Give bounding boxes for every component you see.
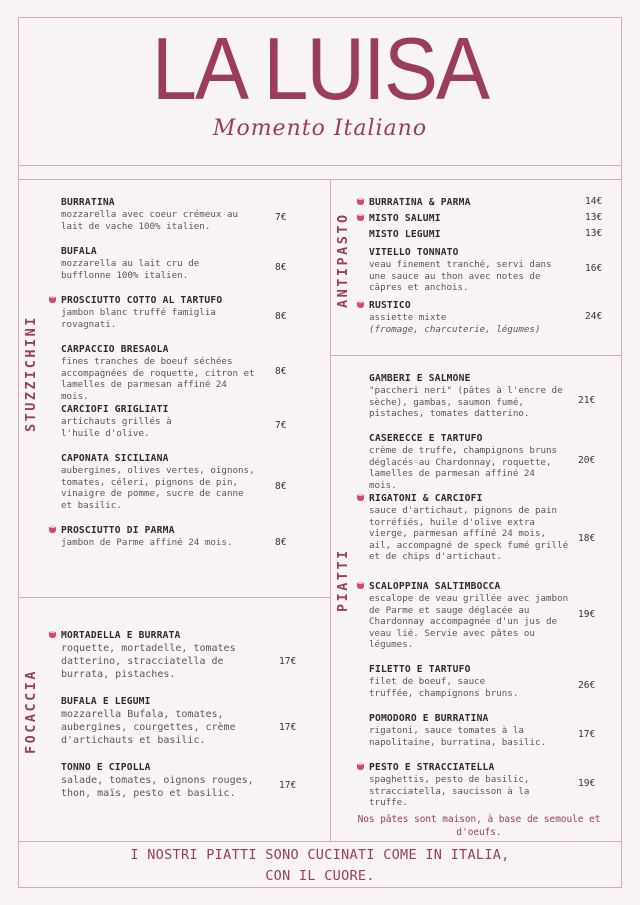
item-price: 17€ [279,780,297,791]
item-name: GAMBERI E SALMONE [369,373,471,384]
item-price: 19€ [578,778,596,789]
item-description: fines tranches de boeuf séchées accompagnées de roquette, citron et lamelles de parmesan affiné 24 mois. [61,356,255,402]
featured-marker-icon [357,495,364,501]
item-name: CASERECCE E TARTUFO [369,433,483,444]
menu-item [61,343,311,402]
footer-line-1: I NOSTRI PIATTI SONO CUCINATI COME IN ITALIA, [130,847,510,863]
item-price: 13€ [585,228,603,239]
menu-item [61,294,311,330]
menu-header [19,18,621,166]
menu-item [61,196,311,232]
menu-item [61,403,311,439]
menu-item [369,432,619,491]
item-price: 8€ [275,311,287,322]
menu-item [61,695,311,747]
item-name: VITELLO TONNATO [369,247,459,258]
featured-marker-icon [357,215,364,221]
left-section-divider [19,597,331,598]
item-name: MISTO SALUMI [369,213,441,224]
item-price: 8€ [275,537,287,548]
item-name: RUSTICO [369,300,411,311]
item-description: mozzarella Bufala, tomates, aubergines, courgettes, crème d'artichauts et basilic. [61,709,236,746]
item-price: 17€ [578,729,596,740]
featured-marker-icon [357,583,364,589]
item-description: sauce d'artichaut, pignons de pain torréfiés, huile d'olive extra vierge, parmesan affiné 24 mois, ail, accompagné de speck fumé grillé et de chips d'artichaut. [369,505,569,562]
item-description: mozzarella au lait cru de bufflonne 100% italien. [61,258,200,281]
item-price: 20€ [578,455,596,466]
section-label-antipasto: ANTIPASTO [335,212,351,308]
item-price: 14€ [585,196,603,207]
item-name: SCALOPPINA SALTIMBOCCA [369,581,501,592]
restaurant-title: LA LUISA [151,19,489,118]
featured-marker-icon [49,297,56,303]
item-name: FILETTO E TARTUFO [369,664,471,675]
item-price: 7€ [275,420,287,431]
item-description: assiette mixte [369,312,447,323]
section-label-stuzzichini: STUZZICHINI [23,315,39,432]
menu-frame [18,17,622,888]
item-description: roquette, mortadelle, tomates datterino, stracciatella de burrata, pistaches. [61,643,236,680]
section-label-piatti: PIATTI [335,548,351,612]
item-price: 19€ [578,609,596,620]
item-name: BUFALA E LEGUMI [61,696,151,707]
item-name: BUFALA [61,246,97,257]
item-price: 8€ [275,481,287,492]
item-price: 13€ [585,212,603,223]
item-description: filet de boeuf, sauce truffée, champignons bruns. [369,676,519,699]
item-price: 21€ [578,395,596,406]
menu-item [369,246,619,294]
item-description: veau finement tranché, servi dans une sauce au thon avec notes de câpres et anchois. [369,259,552,293]
pasta-note: Nos pâtes sont maison, à base de semoule et d'oeufs. [357,814,601,838]
item-name: MORTADELLA E BURRATA [61,630,181,641]
menu-item [369,580,619,651]
item-description: "paccheri neri" (pâtes à l'encre de sèche), gambas, saumon fumé, pistaches, tomates datterino. [369,385,563,419]
item-description: rigatoni, sauce tomates à la napolitaine, burratina, basilic. [369,725,547,748]
item-description: aubergines, olives vertes, oignons, tomates, céleri, pignons de pin, vinaigre de pomme, sucre de canne et basilic. [61,465,255,511]
item-price: 18€ [578,533,596,544]
item-name: BURRATINA & PARMA [369,197,471,208]
item-description-detail: (fromage, charcuterie, légumes) [369,323,541,335]
item-description: jambon blanc truffé famiglia rovagnati. [61,307,216,330]
item-name: PESTO E STRACCIATELLA [369,762,495,773]
column-divider [330,180,331,841]
item-name: CARCIOFI GRIGLIATI [61,404,169,415]
item-description: jambon de Parme affiné 24 mois. [61,537,233,548]
right-section-divider [330,355,621,356]
item-price: 16€ [585,263,603,274]
item-price: 8€ [275,366,287,377]
menu-footer [19,841,621,887]
item-price: 24€ [585,311,603,322]
item-price: 7€ [275,212,287,223]
menu-item [369,761,619,809]
menu-item [61,629,311,681]
item-name: MISTO LEGUMI [369,229,441,240]
menu-item [61,524,311,549]
item-name: BURRATINA [61,197,115,208]
featured-marker-icon [357,302,364,308]
item-price: 26€ [578,680,596,691]
menu-item [369,212,619,225]
menu-item [369,372,619,420]
section-label-focaccia: FOCACCIA [23,668,39,754]
featured-marker-icon [357,199,364,205]
item-description: artichauts grillés à l'huile d'olive. [61,416,172,439]
item-name: RIGATONI & CARCIOFI [369,493,483,504]
item-price: 17€ [279,722,297,733]
featured-marker-icon [49,632,56,638]
item-description: spaghettis, pesto de basilic, stracciatella, saucisson à la truffe. [369,774,530,808]
menu-item [61,452,311,511]
item-name: PROSCIUTTO COTTO AL TARTUFO [61,295,223,306]
footer-line-2: CON IL CUORE. [265,868,375,884]
menu-item [369,196,619,209]
featured-marker-icon [49,527,56,533]
item-description: salade, tomates, oignons rouges, thon, maïs, pesto et basilic. [61,775,254,799]
menu-item [61,761,311,800]
item-name: CARPACCIO BRESAOLA [61,344,169,355]
menu-item [369,299,619,335]
item-price: 17€ [279,656,297,667]
item-description: crème de truffe, champignons bruns déglacés au Chardonnay, roquette, lamelles de parmesan affiné 24 mois. [369,445,558,491]
item-name: CAPONATA SICILIANA [61,453,169,464]
menu-item [369,712,619,748]
menu-item [369,492,619,563]
item-description: escalope de veau grillée avec jambon de Parme et sauge déglacée au Chardonnay accompagnée d'un jus de veau lié. Servie avec pâtes ou légumes. [369,593,569,650]
item-name: PROSCIUTTO DI PARMA [61,525,175,536]
menu-item [61,245,311,281]
menu-item [369,663,619,699]
item-price: 8€ [275,262,287,273]
item-name: TONNO E CIPOLLA [61,762,151,773]
item-name: POMODORO E BURRATINA [369,713,489,724]
item-description: mozzarella avec coeur crémeux au lait de vache 100% italien. [61,209,239,232]
featured-marker-icon [357,764,364,770]
menu-item [369,228,619,241]
restaurant-subtitle: Momento Italiano [212,116,428,141]
header-band [19,166,621,180]
